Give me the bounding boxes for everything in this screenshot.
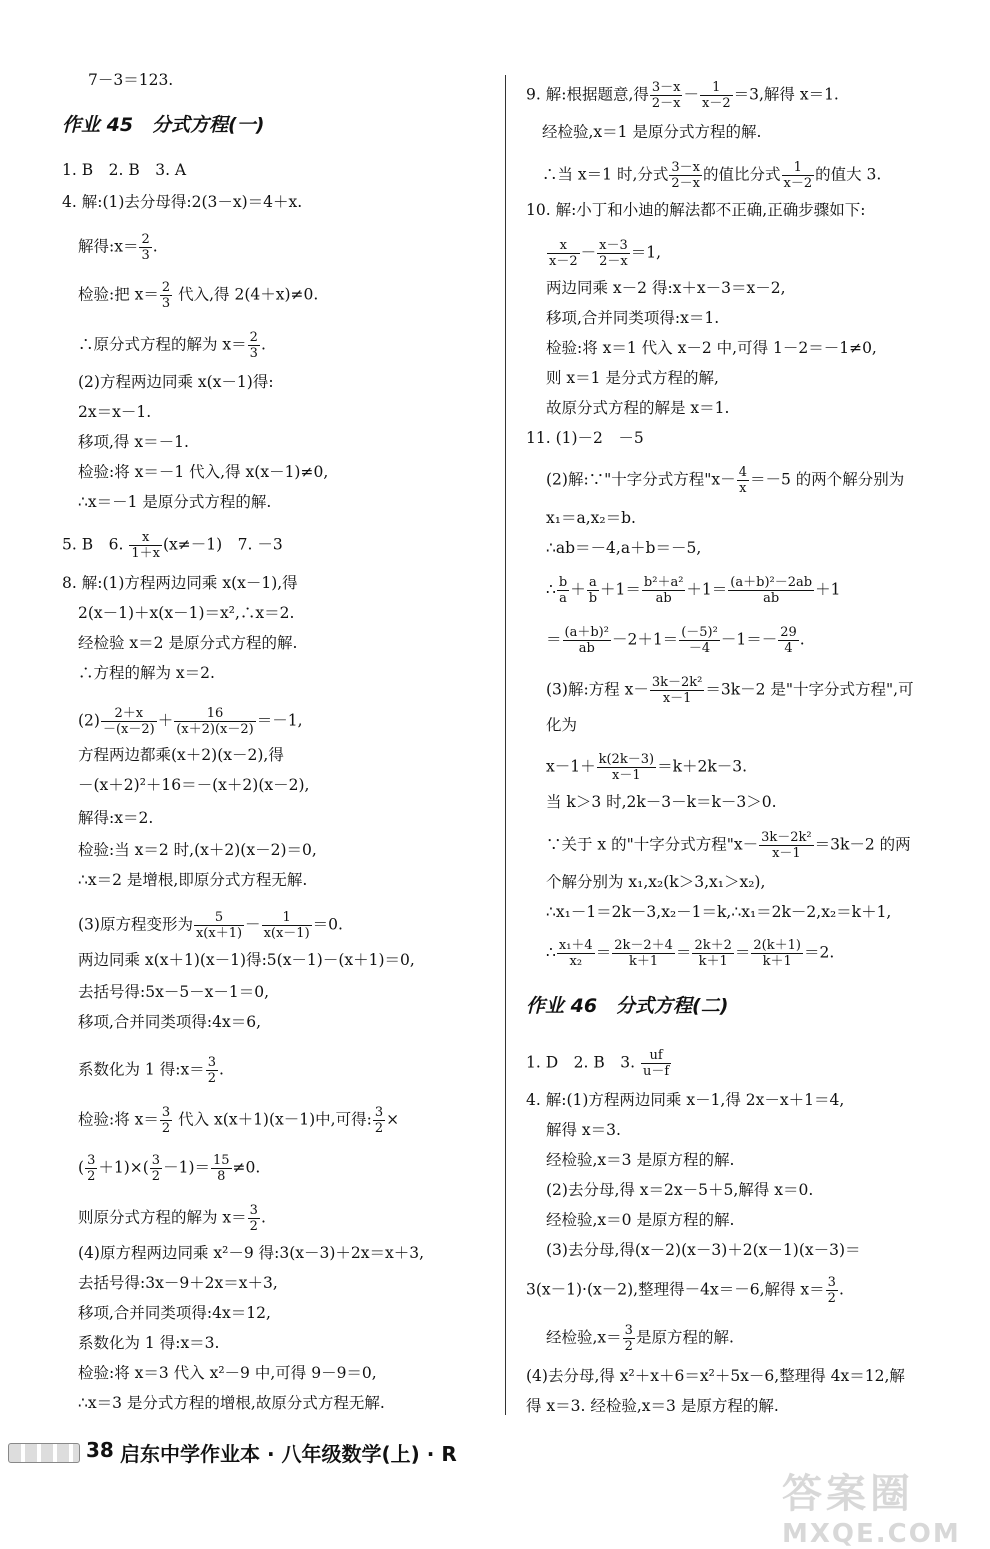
text-line: (4)原方程两边同乘 x²－9 得:3(x－3)＋2x＝x＋3, <box>78 1244 425 1262</box>
math-line: ＝ $\frac{\text{(a＋b)²}}{ab}$ －2＋1＝ $\frac{\text{(－5)²}}{-4}$ －1＝－ $\frac{29}{4}$ . <box>546 625 805 656</box>
fraction: $\frac{a}{b}$ <box>588 575 598 606</box>
math-line: 经检验,x＝ $\frac{3}{2}$ 是原方程的解. <box>546 1323 734 1354</box>
math-line: ∴ $\frac{\text{x₁＋4}}{\text{x₂}}$ ＝ $\frac{2k-2+4}{k+1}$ ＝ $\frac{2k+2}{k+1}$ ＝ $\frac{2(k+1)}{k+1}$ ＝2. <box>546 938 835 969</box>
fraction: $\frac{uf}{u-f}$ <box>642 1048 670 1079</box>
text-line: 移项,合并同类项得:x＝1. <box>546 309 720 327</box>
text-line: (4)去分母,得 x²＋x＋6＝x²＋5x－6,整理得 4x＝12,解 <box>526 1367 905 1385</box>
column-divider <box>505 75 506 1415</box>
fraction: $\frac{3}{2}$ <box>624 1323 633 1354</box>
section-heading-46: 作业 46 分式方程(二) <box>526 995 729 1017</box>
text-line: 系数化为 1 得:x＝3. <box>78 1334 220 1352</box>
text-line: 检验:将 x＝3 代入 x²－9 中,可得 9－9＝0, <box>78 1364 377 1382</box>
fraction: $\frac{\text{3k－2k²}}{x-1}$ <box>651 675 703 706</box>
text-line: 故原分式方程的解是 x＝1. <box>546 399 730 417</box>
text-line: 11. (1)－2 －5 <box>526 429 644 447</box>
text-line: 去括号得:5x－5－x－1＝0, <box>78 983 270 1001</box>
math-line: 系数化为 1 得:x＝ $\frac{3}{2}$ . <box>78 1055 224 1086</box>
text-line: 经检验,x＝1 是原分式方程的解. <box>542 123 762 141</box>
text-line: ∴x＝3 是分式方程的增根,故原分式方程无解. <box>78 1394 385 1412</box>
text-line: 1. B 2. B 3. A <box>62 161 187 179</box>
fraction: $\frac{2k-2+4}{k+1}$ <box>614 938 673 969</box>
fraction: $\frac{2k+2}{k+1}$ <box>694 938 732 969</box>
math-line: 检验:将 x＝ $\frac{3}{2}$ 代入 x(x＋1)(x－1)中,可得: $\frac{3}{2}$ × <box>78 1105 400 1136</box>
fraction: $\frac{3}{2}$ <box>151 1153 161 1184</box>
text-line: 10. 解:小丁和小迪的解法都不正确,正确步骤如下: <box>526 201 866 219</box>
math-line: 3(x－1)·(x－2),整理得－4x＝－6,解得 x＝ $\frac{3}{2}$ . <box>526 1275 844 1306</box>
text-line: (2)去分母,得 x＝2x－5＋5,解得 x＝0. <box>546 1181 814 1199</box>
fraction: $\frac{1}{x-2}$ <box>702 80 731 111</box>
fraction: $\frac{3}{2}$ <box>249 1203 258 1234</box>
fraction: $\frac{3}{2}$ <box>374 1105 384 1136</box>
math-line: (3)解:方程 x－ $\frac{\text{3k－2k²}}{x-1}$ ＝3k－2 是"十字分式方程",可 <box>546 675 914 706</box>
math-line: x－1＋ $\frac{k(2k-3)}{x-1}$ ＝k＋2k－3. <box>546 752 747 783</box>
fraction: $\frac{3}{2}$ <box>87 1153 96 1184</box>
text-line: x₁＝a,x₂＝b. <box>546 509 636 527</box>
text-line: 当 k＞3 时,2k－3－k＝k－3＞0. <box>546 793 777 811</box>
fraction: $\frac{3-x}{2-x}$ <box>671 160 700 191</box>
text-line: 2x＝x－1. <box>78 403 152 421</box>
text-line: 检验:将 x＝－1 代入,得 x(x－1)≠0, <box>78 463 329 481</box>
fraction: $\frac{\text{(a＋b)²－2ab}}{ab}$ <box>730 575 813 606</box>
fraction: $\frac{2}{3}$ <box>141 232 150 263</box>
text-line: 检验:当 x＝2 时,(x＋2)(x－2)＝0, <box>78 841 317 859</box>
text-line: 经检验,x＝0 是原方程的解. <box>546 1211 735 1229</box>
text-line: 得 x＝3. 经检验,x＝3 是原方程的解. <box>526 1397 779 1415</box>
text-line: 移项,合并同类项得:4x＝12, <box>78 1304 271 1322</box>
math-line: ∴原分式方程的解为 x＝ $\frac{2}{3}$ . <box>78 330 266 361</box>
math-line: (3)原方程变形为 $\frac{5}{x(x+1)}$ － $\frac{1}{x(x-1)}$ ＝0. <box>78 910 343 941</box>
fraction: $\frac{x}{1+x}$ <box>131 530 160 561</box>
math-line: ∴当 x＝1 时,分式 $\frac{3-x}{2-x}$ 的值比分式 $\frac{1}{x-2}$ 的值大 3. <box>542 160 882 191</box>
footer-decoration <box>8 1443 80 1463</box>
text-line: 个解分别为 x₁,x₂(k＞3,x₁＞x₂), <box>546 873 766 891</box>
math-line: 则原分式方程的解为 x＝ $\frac{3}{2}$ . <box>78 1203 266 1234</box>
math-line: 9. 解:根据题意,得 $\frac{3-x}{2-x}$ － $\frac{1}{x-2}$ ＝3,解得 x＝1. <box>526 80 839 111</box>
text-line: ∴x＝2 是增根,即原分式方程无解. <box>78 871 308 889</box>
fraction: $\frac{3}{2}$ <box>827 1275 836 1306</box>
book-title: 启东中学作业本 · 八年级数学(上) · R <box>120 1442 457 1466</box>
text-line: (3)去分母,得(x－2)(x－3)＋2(x－1)(x－3)＝ <box>546 1241 861 1259</box>
watermark-logo-text: 答案圈 <box>782 1471 914 1517</box>
page-number: 38 <box>86 1438 114 1462</box>
text-line: 检验:将 x＝1 代入 x－2 中,可得 1－2＝－1≠0, <box>546 339 877 357</box>
math-line: 检验:把 x＝ $\frac{2}{3}$ 代入,得 2(4＋x)≠0. <box>78 280 319 311</box>
text-line: ∴ab＝－4,a＋b＝－5, <box>546 539 702 557</box>
fraction: $\frac{\text{x₁＋4}}{\text{x₂}}$ <box>558 938 593 969</box>
fraction: $\frac{3-x}{2-x}$ <box>651 80 681 111</box>
fraction: $\frac{5}{x(x+1)}$ <box>195 910 243 941</box>
math-line: 解得:x＝ $\frac{2}{3}$ . <box>78 232 158 263</box>
fraction: $\frac{k(2k-3)}{x-1}$ <box>598 752 655 783</box>
text-line: ∴x₁－1＝2k－3,x₂－1＝k,∴x₁＝2k－2,x₂＝k＋1, <box>546 903 892 921</box>
fraction: $\frac{2}{3}$ <box>249 330 258 361</box>
fraction: $\frac{16}{(x+2)(x-2)}$ <box>176 706 254 737</box>
text-line: 方程两边都乘(x＋2)(x－2),得 <box>78 746 284 764</box>
text-line: 4. 解:(1)去分母得:2(3－x)＝4＋x. <box>62 193 303 211</box>
math-line: ∴ $\frac{b}{a}$ ＋ $\frac{a}{b}$ ＋1＝ $\frac{\text{b²＋a²}}{ab}$ ＋1＝ $\frac{\text{(a＋b)²－2ab}}{ab}$ ＋1 <box>546 575 841 606</box>
section-heading-45: 作业 45 分式方程(一) <box>62 114 265 136</box>
text-line: 8. 解:(1)方程两边同乘 x(x－1),得 <box>62 574 298 592</box>
fraction: $\frac{2}{3}$ <box>161 280 171 311</box>
fraction: $\frac{b}{a}$ <box>558 575 568 606</box>
fraction: $\frac{15}{8}$ <box>213 1153 230 1184</box>
text-line: 则 x＝1 是分式方程的解, <box>546 369 719 387</box>
text-line: 7－3＝123. <box>88 71 174 89</box>
text-line: 经检验 x＝2 是原分式方程的解. <box>78 634 298 652</box>
fraction: $\frac{\text{3k－2k²}}{x-1}$ <box>761 830 812 861</box>
fraction: $\frac{\text{(a＋b)²}}{ab}$ <box>564 625 609 656</box>
text-line: 去括号得:3x－9＋2x＝x＋3, <box>78 1274 278 1292</box>
fraction: $\frac{1}{x-2}$ <box>783 160 813 191</box>
text-line: 2(x－1)＋x(x－1)＝x²,∴x＝2. <box>78 604 295 622</box>
text-line: ∴x＝－1 是原分式方程的解. <box>78 493 272 511</box>
math-line: (2) $\frac{2+x}{-(x-2)}$ ＋ $\frac{16}{(x+2)(x-2)}$ ＝－1, <box>78 706 303 737</box>
text-line: －(x＋2)²＋16＝－(x＋2)(x－2), <box>78 776 310 794</box>
math-line: 5. B 6. $\frac{x}{1+x}$ (x≠－1) 7. －3 <box>62 530 283 561</box>
watermark-logo <box>782 1462 972 1549</box>
fraction: $\frac{2(k+1)}{k+1}$ <box>753 938 801 969</box>
text-line: 化为 <box>546 716 578 734</box>
fraction: $\frac{3}{2}$ <box>161 1105 171 1136</box>
fraction: $\frac{4}{x}$ <box>738 465 747 496</box>
math-line: (2)解:∵"十字分式方程"x－ $\frac{4}{x}$ ＝－5 的两个解分别为 <box>546 465 905 496</box>
fraction: $\frac{\text{(－5)²}}{-4}$ <box>681 625 718 656</box>
watermark-site-text: MXQE.COM <box>782 1519 961 1549</box>
text-line: 4. 解:(1)方程两边同乘 x－1,得 2x－x＋1＝4, <box>526 1091 845 1109</box>
fraction: $\frac{3}{2}$ <box>207 1055 216 1086</box>
math-line: 1. D 2. B 3. $\frac{uf}{u-f}$ <box>526 1048 670 1079</box>
text-line: 移项,合并同类项得:4x＝6, <box>78 1013 262 1031</box>
fraction: $\frac{1}{x(x-1)}$ <box>263 910 310 941</box>
text-line: 经检验,x＝3 是原方程的解. <box>546 1151 735 1169</box>
text-line: ∴方程的解为 x＝2. <box>78 664 215 682</box>
fraction: $\frac{x-3}{2-x}$ <box>599 238 628 269</box>
math-line: ( $\frac{3}{2}$ ＋1)×( $\frac{3}{2}$ －1)＝ $\frac{15}{8}$ ≠0. <box>78 1153 261 1184</box>
math-line: $\frac{x}{x-2}$ － $\frac{x-3}{2-x}$ ＝1, <box>549 238 662 269</box>
text-line: 移项,得 x＝－1. <box>78 433 189 451</box>
math-line: ∵关于 x 的"十字分式方程"x－ $\frac{\text{3k－2k²}}{x-1}$ ＝3k－2 的两 <box>546 830 911 861</box>
text-line: 两边同乘 x(x＋1)(x－1)得:5(x－1)－(x＋1)＝0, <box>78 951 415 969</box>
text-line: (2)方程两边同乘 x(x－1)得: <box>78 373 274 391</box>
fraction: $\frac{29}{4}$ <box>780 625 797 656</box>
text-line: 两边同乘 x－2 得:x＋x－3＝x－2, <box>546 279 786 297</box>
fraction: $\frac{2+x}{-(x-2)}$ <box>102 706 155 737</box>
fraction: $\frac{\text{b²＋a²}}{ab}$ <box>643 575 684 606</box>
text-line: 解得 x＝3. <box>546 1121 621 1139</box>
text-line: 解得:x＝2. <box>78 809 154 827</box>
fraction: $\frac{x}{x-2}$ <box>549 238 578 269</box>
